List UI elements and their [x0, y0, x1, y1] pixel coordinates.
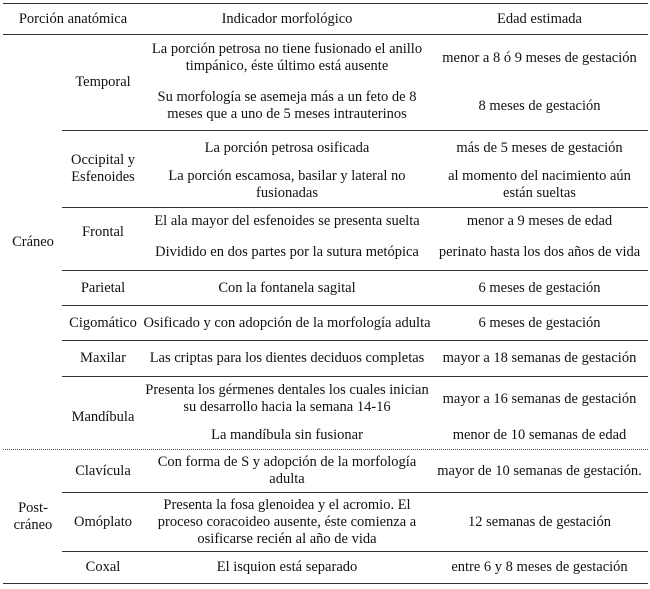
row-age: perinato hasta los dos años de vida [438, 243, 641, 260]
table-bottom-rule [3, 583, 648, 584]
row-age: menor a 9 meses de edad [466, 212, 613, 229]
row-indicator: Las criptas para los dientes deciduos completas [149, 350, 425, 366]
row-indicator: El ala mayor del esfenoides se presenta suelta [154, 212, 420, 229]
row-age: 12 semanas de gestación [468, 513, 611, 530]
bone-occipital: Occipital y Esfenoides [70, 152, 136, 185]
row-indicator: Con la fontanela sagital [218, 279, 356, 296]
header-age: Edad estimada [497, 10, 582, 27]
row-rule [62, 492, 648, 493]
row-rule [62, 270, 648, 271]
header-indicator: Indicador morfológico [221, 10, 353, 27]
row-rule [62, 340, 648, 341]
row-indicator: La porción petrosa no tiene fusionado el anillo timpánico, éste último está ausente [151, 41, 423, 74]
row-indicator: Su morfología se asemeja más a un feto de 8 meses que a uno de 5 meses intrauterinos [157, 89, 417, 122]
bone-temporal: Temporal [75, 74, 131, 90]
row-indicator: Osificado y con adopción de la morfología adulta [143, 314, 431, 331]
row-age: más de 5 meses de gestación [456, 139, 623, 156]
row-indicator: Presenta la fosa glenoidea y el acromio. El proceso coracoideo ausente, éste comienza a osificarse recién al año de vida [157, 496, 417, 547]
row-rule [62, 130, 648, 131]
row-age: mayor de 10 semanas de gestación. [437, 462, 642, 479]
row-age: menor de 10 semanas de edad [452, 426, 627, 443]
group-postcraneo: Post- cráneo [13, 499, 53, 533]
group-craneo: Cráneo [12, 233, 54, 250]
header-portion: Porción anatómica [18, 10, 128, 27]
row-indicator: La mandíbula sin fusionar [211, 426, 363, 443]
bone-maxilar: Maxilar [80, 350, 126, 366]
row-indicator: La porción petrosa osificada [204, 139, 370, 156]
row-indicator: Con forma de S y adopción de la morfología adulta [157, 454, 417, 487]
row-rule [62, 305, 648, 306]
row-age: 8 meses de gestación [478, 97, 601, 114]
row-indicator: El isquion está separado [216, 558, 358, 575]
row-indicator: Dividido en dos partes por la sutura metópica [155, 243, 419, 260]
bone-omoplato: Omóplato [74, 513, 132, 530]
row-age: mayor a 16 semanas de gestación [442, 390, 637, 407]
bone-coxal: Coxal [85, 559, 121, 575]
bone-cigomatico: Cigomático [69, 314, 137, 331]
row-age: mayor a 18 semanas de gestación [442, 350, 637, 366]
bone-mandibula: Mandíbula [71, 409, 135, 425]
bone-parietal: Parietal [80, 279, 126, 296]
row-age: 6 meses de gestación [478, 314, 601, 331]
row-age: entre 6 y 8 meses de gestación [451, 558, 628, 575]
bone-frontal: Frontal [82, 223, 124, 240]
row-indicator: La porción escamosa, basilar y lateral no fusionadas [168, 168, 406, 201]
bone-clavicula: Clavícula [75, 462, 131, 479]
row-age: menor a 8 ó 9 meses de gestación [442, 49, 637, 66]
row-rule [62, 376, 648, 377]
row-indicator: Presenta los gérmenes dentales los cuales inician su desarrollo hacia la semana 14-16 [145, 382, 429, 415]
row-age: 6 meses de gestación [478, 279, 601, 296]
row-age: al momento del nacimiento aún están sueltas [448, 168, 631, 201]
